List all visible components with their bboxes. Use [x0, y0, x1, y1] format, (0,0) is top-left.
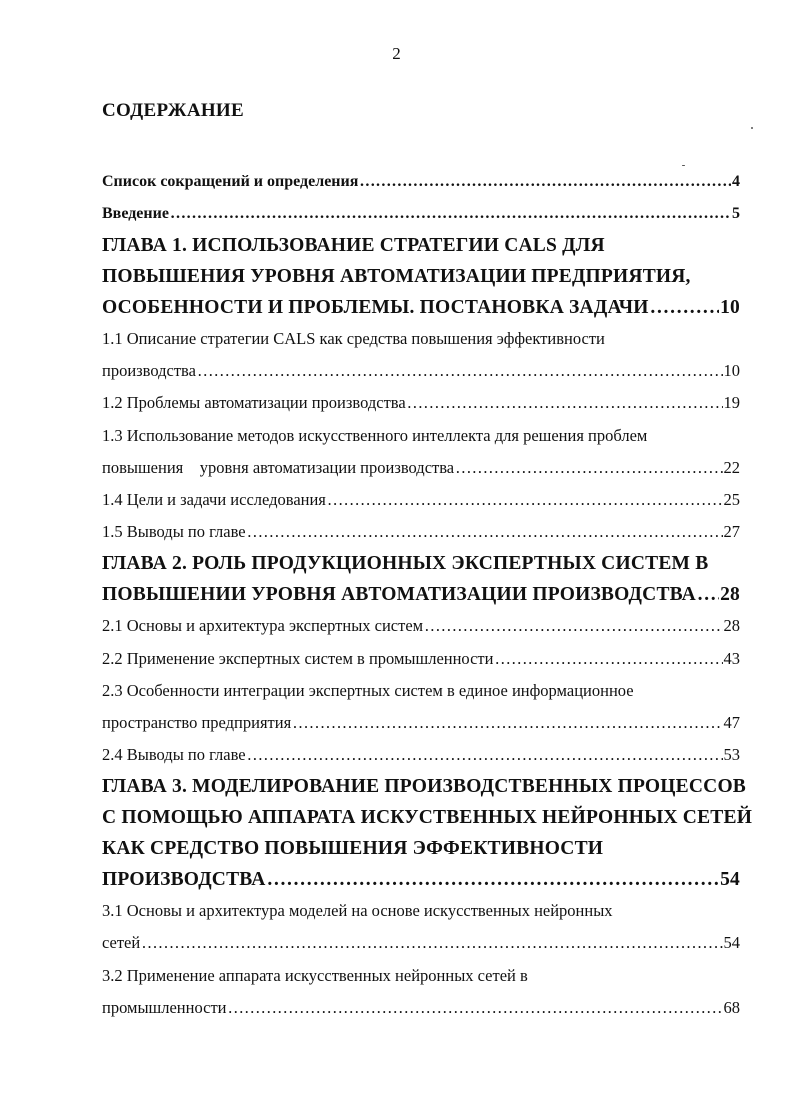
- toc-section-2-4[interactable]: 2.4 Выводы по главе ……………………………………………………………………………………………………………………………………………………………………………………………… 53: [102, 739, 740, 771]
- table-of-contents: [102, 166, 753, 1024]
- chapter-title-line: ПРОИЗВОДСТВА ……………………………………………………………………………………………………………………………………………………………………………………………… 54: [102, 864, 740, 895]
- leader-dots: [494, 643, 722, 675]
- toc-chapter-2[interactable]: [102, 548, 740, 610]
- toc-section-2-3[interactable]: 2.3 Особенности интеграции экспертных систем в единое информационное пространство предприятия ……………………………………………………………………………………………………………………………………………………………………………………………… 47: [102, 675, 740, 739]
- toc-section-1-3[interactable]: 1.3 Использование методов искусственного интеллекта для решения проблем повышения уровня автоматизации производства ……………………………………………………………………………………………………………………………………………………………………………………………… 22: [102, 420, 740, 484]
- toc-chapter-3[interactable]: [102, 771, 753, 895]
- leader-dots: [247, 739, 723, 771]
- toc-entry-introduction[interactable]: Введение ……………………………………………………………………………………………………………………………………………………………………………………………… 5: [102, 198, 740, 230]
- leader-dots: [327, 484, 723, 516]
- toc-section-2-2[interactable]: 2.2 Применение экспертных систем в промышленности ……………………………………………………………………………………………………………………………………………………………………………………………… 43: [102, 643, 740, 675]
- chapter-title-line: ПОВЫШЕНИЯ УРОВНЯ АВТОМАТИЗАЦИИ ПРЕДПРИЯТИЯ,: [102, 266, 691, 287]
- toc-section-1-5[interactable]: 1.5 Выводы по главе ……………………………………………………………………………………………………………………………………………………………………………………………… 27: [102, 516, 740, 548]
- toc-section-1-2[interactable]: 1.2 Проблемы автоматизации производства ……………………………………………………………………………………………………………………………………………………………………………………………… 19: [102, 387, 740, 419]
- chapter-title-line: ГЛАВА 3. МОДЕЛИРОВАНИЕ ПРОИЗВОДСТВЕННЫХ ПРОЦЕССОВ: [102, 776, 747, 798]
- chapter-title-line: ОСОБЕННОСТИ И ПРОБЛЕМЫ. ПОСТАНОВКА ЗАДАЧИ ……………………………………………………………………………………………………………………………………………………………………………………………… 10: [102, 292, 740, 323]
- chapter-title-line: С ПОМОЩЬЮ АППАРАТА ИСКУСТВЕННЫХ НЕЙРОННЫХ СЕТЕЙ: [102, 807, 753, 829]
- leader-dots: [650, 292, 719, 323]
- toc-section-1-1[interactable]: 1.1 Описание стратегии CALS как средства повышения эффективности производства ……………………………………………………………………………………………………………………………………………………………………………………………… 10: [102, 323, 740, 387]
- chapter-title-line: КАК СРЕДСТВО ПОВЫШЕНИЯ ЭФФЕКТИВНОСТИ: [102, 838, 604, 860]
- leader-dots: [359, 166, 731, 198]
- leader-dots: [424, 610, 722, 642]
- leader-dots: [228, 992, 723, 1024]
- leader-dots: [247, 516, 723, 548]
- leader-dots: [170, 198, 731, 230]
- chapter-title-line: ПОВЫШЕНИИ УРОВНЯ АВТОМАТИЗАЦИИ ПРОИЗВОДСТВА ……………………………………………………………………………………………………………………………………………………………………………………………… 28: [102, 579, 740, 610]
- leader-dots: [407, 387, 723, 419]
- toc-section-3-1[interactable]: 3.1 Основы и архитектура моделей на основе искусственных нейронных сетей ……………………………………………………………………………………………………………………………………………………………………………………………… 54: [102, 895, 740, 959]
- chapter-title-line: ГЛАВА 2. РОЛЬ ПРОДУКЦИОННЫХ ЭКСПЕРТНЫХ СИСТЕМ В: [102, 553, 709, 575]
- page-number: 2: [392, 44, 401, 63]
- toc-section-3-2[interactable]: 3.2 Применение аппарата искусственных нейронных сетей в промышленности ……………………………………………………………………………………………………………………………………………………………………………………………… 68: [102, 960, 740, 1024]
- leader-dots: [292, 707, 722, 739]
- toc-entry-abbreviations[interactable]: Список сокращений и определения ……………………………………………………………………………………………………………………………………………………………………………………………… 4: [102, 166, 740, 198]
- leader-dots: [697, 579, 719, 610]
- leader-dots: [197, 355, 723, 387]
- leader-dots: [267, 864, 720, 895]
- leader-dots: [455, 452, 722, 484]
- scan-speck: [751, 127, 753, 129]
- toc-section-1-4[interactable]: 1.4 Цели и задачи исследования ……………………………………………………………………………………………………………………………………………………………………………………………… 25: [102, 484, 740, 516]
- toc-chapter-1[interactable]: [102, 230, 740, 323]
- toc-section-2-1[interactable]: 2.1 Основы и архитектура экспертных систем ……………………………………………………………………………………………………………………………………………………………………………………………… 28: [102, 610, 740, 642]
- leader-dots: [141, 927, 722, 959]
- toc-heading: СОДЕРЖАНИЕ: [102, 100, 244, 121]
- chapter-title-line: ГЛАВА 1. ИСПОЛЬЗОВАНИЕ СТРАТЕГИИ CALS ДЛЯ: [102, 235, 605, 256]
